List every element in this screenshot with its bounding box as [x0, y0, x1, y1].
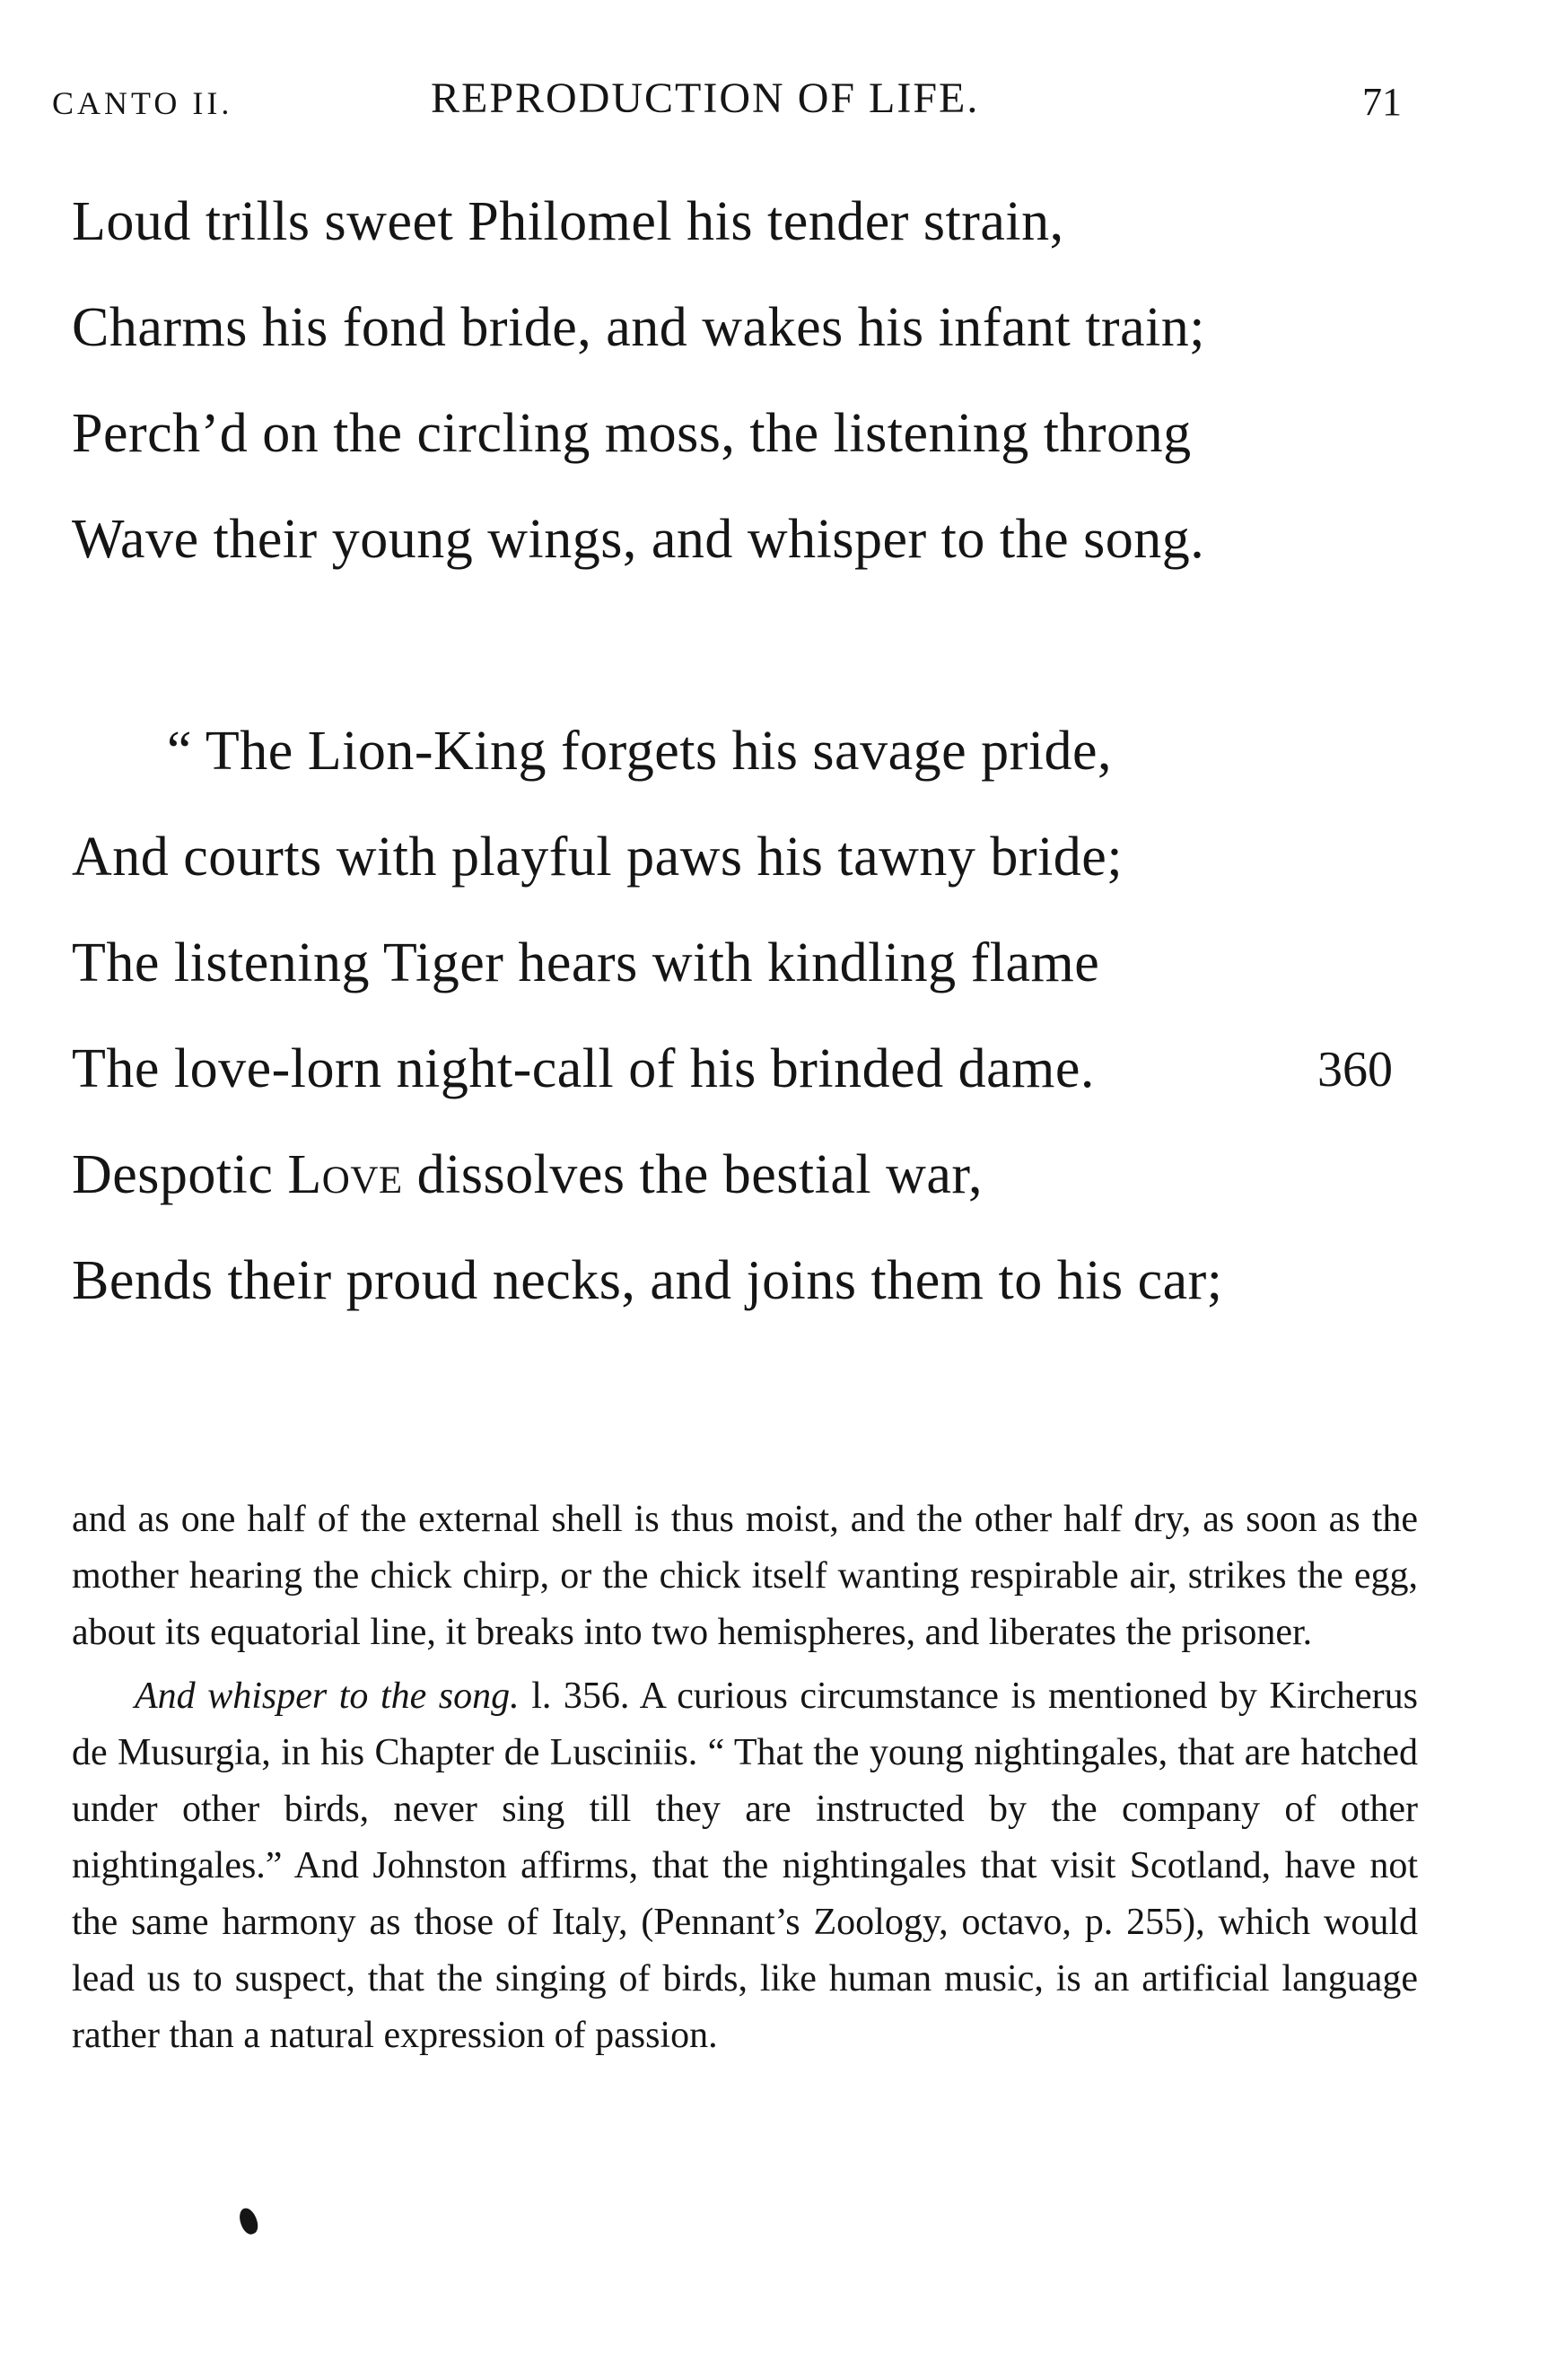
note-reference: And whisper to the song. — [135, 1676, 520, 1717]
verse-line — [72, 1143, 983, 1207]
verse-line: Charms his fond bride, and wakes his infant train; — [72, 297, 1206, 358]
verse-text: Despotic — [72, 1144, 288, 1205]
footnotes — [72, 1492, 1418, 2064]
verse-line: Perch’d on the circling moss, the listening throng — [72, 403, 1192, 464]
note-text: l. 356. A curious circumstance is mentioned by Kircherus de Musurgia, in his Chapter de Lusciniis. “ That the young nightingales, that are hatched under other birds, never sing till they are instructed by the company of other nightingales.” And Johnston affirms, that the nightingales that visit Scotland, have not the same harmony as those of Italy, (Pennant’s Zoology, octavo, p. 255), which would lead us to suspect, that the singing of birds, like human music, is an artificial language rather than a natural expression of passion. — [72, 1676, 1418, 2056]
canto-label: CANTO II. — [52, 85, 233, 121]
ink-blot — [236, 2206, 260, 2236]
running-head — [0, 74, 1557, 127]
verse-line: And courts with playful paws his tawny bride; — [72, 827, 1124, 888]
note-paragraph: and as one half of the external shell is thus moist, and the other half dry, as soon as the mother hearing the chick chirp, or the chick itself wanting respirable air, strikes the egg, about its equatorial line, it breaks into two hemispheres, and liberates the prisoner. — [72, 1499, 1418, 1653]
verse-line: Bends their proud necks, and joins them to his car; — [72, 1250, 1223, 1311]
line-number: 360 — [1317, 1042, 1393, 1098]
verse-text: dissolves the bestial war, — [402, 1144, 984, 1205]
verse-line: The listening Tiger hears with kindling flame — [72, 932, 1100, 993]
verse-line: Loud trills sweet Philomel his tender strain, — [72, 191, 1064, 252]
chapter-title: REPRODUCTION OF LIFE. — [431, 74, 980, 122]
small-caps-word: Love — [287, 1144, 403, 1205]
verse-line: “ The Lion-King forgets his savage pride, — [167, 721, 1113, 782]
verse-line: Wave their young wings, and whisper to the song. — [72, 509, 1205, 570]
note-paragraph — [72, 1668, 1418, 2064]
verse-line: The love-lorn night-call of his brinded dame. — [72, 1038, 1095, 1099]
page-number: 71 — [1362, 80, 1402, 124]
